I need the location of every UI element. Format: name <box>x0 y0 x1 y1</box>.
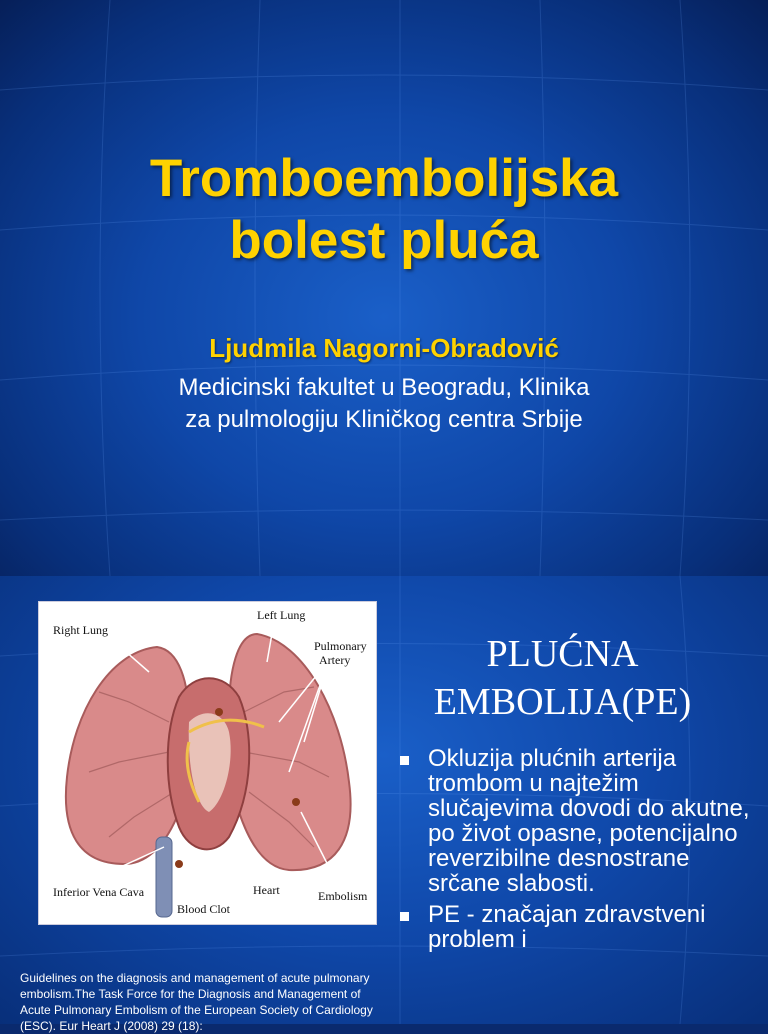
bullet-item <box>398 746 768 896</box>
slide-title <box>0 148 768 272</box>
bullet-text: Okluzija plućnih arterija trombom u najtežim slučajevima dovodi do akutne, po život opasne, potencijalno reverzibilne desnostrane srčane slabosti. <box>428 745 750 897</box>
label-artery: Artery <box>319 653 351 667</box>
slide-heading <box>390 630 735 726</box>
content-slide <box>0 576 768 1033</box>
label-pulmonary: Pulmonary <box>314 639 367 653</box>
label-inferior-vena-cava: Inferior Vena Cava <box>53 885 145 899</box>
label-right-lung: Right Lung <box>53 623 109 637</box>
bullet-list <box>398 746 768 958</box>
label-blood-clot: Blood Clot <box>177 902 231 916</box>
affiliation <box>0 372 768 436</box>
bullet-icon <box>400 756 409 765</box>
affiliation-line-1: Medicinski fakultet u Beogradu, Klinika <box>178 374 590 401</box>
title-line-2: bolest pluća <box>229 211 539 270</box>
lung-anatomy-figure <box>38 601 377 925</box>
title-line-1: Tromboembolijska <box>149 149 619 208</box>
heading-line-1: PLUĆNA <box>486 633 639 675</box>
reference-citation: Guidelines on the diagnosis and management of acute pulmonary embolism.The Task Force for the Diagnosis and Management of Acute Pulmonary Embolism of the European Society of Cardiology (ESC). Eur Heart J (2008) 29 (18): <box>20 971 373 1033</box>
bullet-icon <box>400 912 409 921</box>
heading-line-2: EMBOLIJA(PE) <box>433 681 692 723</box>
label-heart: Heart <box>253 883 280 897</box>
author-name: Ljudmila Nagorni-Obradović <box>209 333 559 363</box>
affiliation-line-2: za pulmologiju Kliničkog centra Srbije <box>185 406 583 433</box>
bullet-item <box>398 902 768 952</box>
bullet-text: PE - značajan zdravstveni problem i <box>428 901 706 953</box>
label-embolism: Embolism <box>318 889 368 903</box>
label-left-lung: Left Lung <box>257 608 306 622</box>
